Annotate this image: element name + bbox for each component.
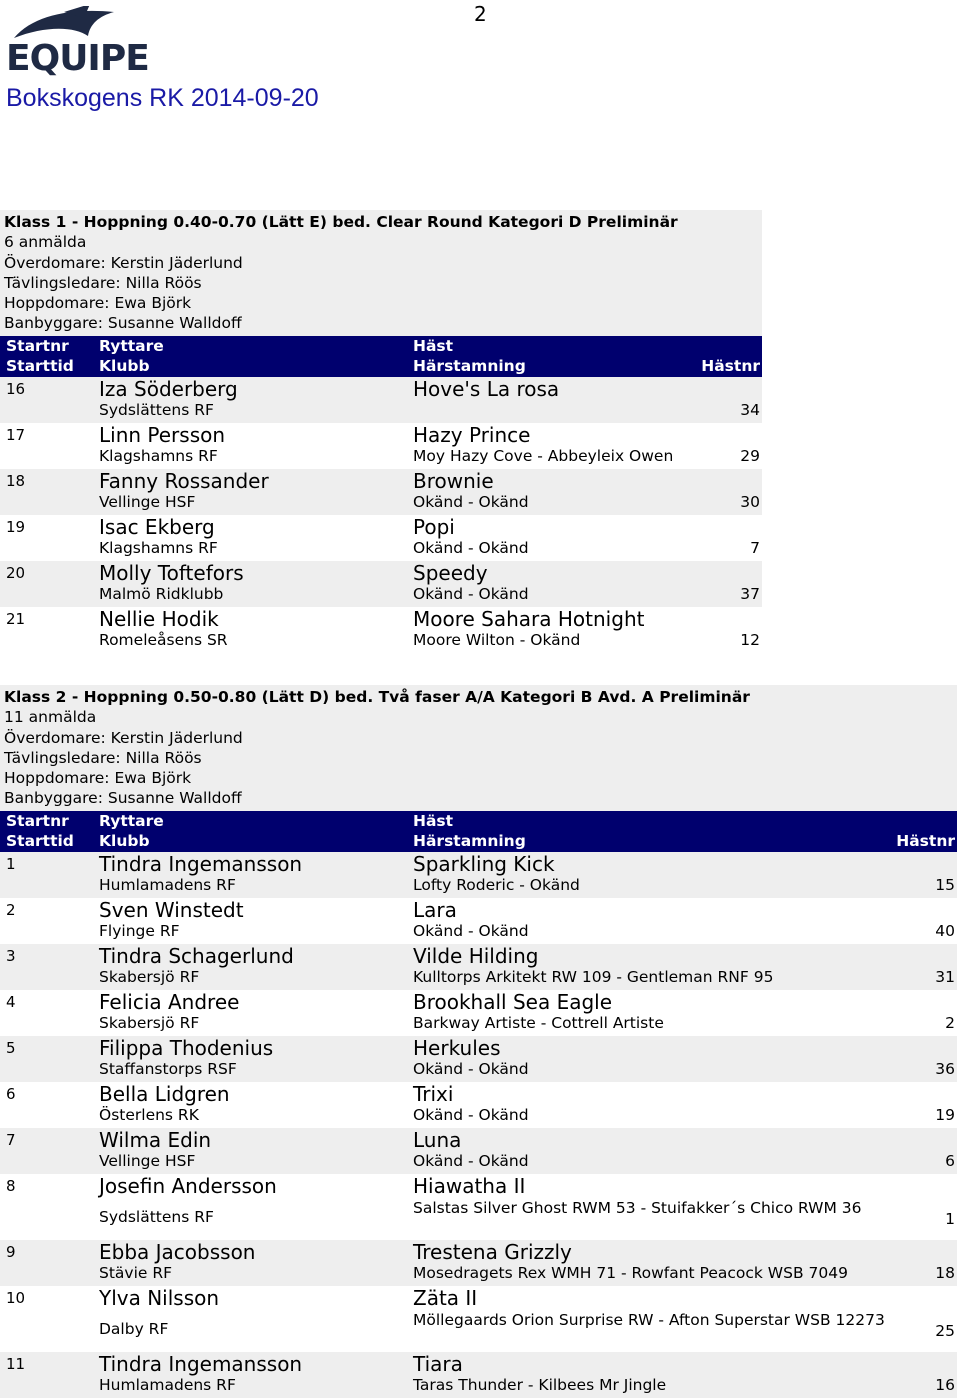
class-title: Klass 2 - Hoppning 0.50-0.80 (Lätt D) bed. Två faser A/A Kategori B Avd. A Preliminär — [4, 688, 750, 706]
col-starttid: Starttid — [6, 831, 74, 850]
start-number: 8 — [6, 1176, 16, 1195]
class-header — [0, 685, 957, 811]
page-number: 2 — [474, 2, 487, 26]
entry-row — [0, 423, 762, 469]
horse-breeding: Okänd - Okänd — [413, 584, 529, 603]
col-klubb: Klubb — [99, 356, 150, 375]
club-name: Klagshamns RF — [99, 538, 218, 557]
start-number: 1 — [6, 854, 16, 873]
club-name: Romeleåsens SR — [99, 630, 228, 649]
horse-name: Vilde Hilding — [413, 943, 539, 968]
rider-name: Ebba Jacobsson — [99, 1239, 256, 1264]
start-number: 9 — [6, 1242, 16, 1261]
start-number: 2 — [6, 900, 16, 919]
rider-name: Linn Persson — [99, 422, 226, 447]
class-section — [0, 210, 762, 653]
rider-name: Iza Söderberg — [99, 376, 238, 401]
banbyggare: Banbyggare: Susanne Walldoff — [4, 789, 242, 808]
col-hastnr: Hästnr — [896, 831, 955, 850]
club-name: Humlamadens RF — [99, 1375, 236, 1394]
horse-breeding: Okänd - Okänd — [413, 1059, 529, 1078]
horse-number: 29 — [740, 446, 760, 465]
horse-name: Trestena Grizzly — [413, 1239, 572, 1264]
horse-number: 12 — [740, 630, 760, 649]
entries-count: 6 anmälda — [4, 233, 87, 252]
horse-breeding: Taras Thunder - Kilbees Mr Jingle — [413, 1375, 667, 1394]
entry-row — [0, 1174, 957, 1240]
horse-breeding: Mosedragets Rex WMH 71 - Rowfant Peacock WSB 7049 — [413, 1263, 848, 1282]
start-number: 10 — [6, 1288, 26, 1307]
club-name: Österlens RK — [99, 1105, 199, 1124]
horse-number: 7 — [750, 538, 760, 557]
horse-name: Brownie — [413, 468, 494, 493]
entry-row — [0, 1286, 957, 1352]
banbyggare: Banbyggare: Susanne Walldoff — [4, 314, 242, 333]
rider-name: Sven Winstedt — [99, 897, 244, 922]
horse-number: 15 — [935, 875, 955, 894]
logo-text: EQUIPE — [6, 38, 149, 76]
rider-name: Tindra Ingemansson — [99, 851, 303, 876]
club-name: Dalby RF — [99, 1319, 169, 1338]
entries-list — [0, 377, 762, 653]
col-starttid: Starttid — [6, 356, 74, 375]
horse-number: 18 — [935, 1263, 955, 1282]
horse-breeding: Salstas Silver Ghost RWM 53 - Stuifakker´s Chico RWM 36 — [413, 1198, 862, 1217]
horse-breeding: Okänd - Okänd — [413, 921, 529, 940]
horse-number: 1 — [945, 1209, 955, 1228]
col-hast: Häst — [413, 811, 454, 830]
start-number: 11 — [6, 1354, 26, 1373]
horse-name: Tiara — [413, 1351, 463, 1376]
entry-row — [0, 898, 957, 944]
start-number: 19 — [6, 517, 26, 536]
start-number: 7 — [6, 1130, 16, 1149]
entry-row — [0, 1128, 957, 1174]
horse-name: Brookhall Sea Eagle — [413, 989, 613, 1014]
horse-name: Popi — [413, 514, 455, 539]
column-header — [0, 336, 762, 377]
horse-number: 31 — [935, 967, 955, 986]
horse-number: 34 — [740, 400, 760, 419]
rider-name: Tindra Ingemansson — [99, 1351, 303, 1376]
club-name: Vellinge HSF — [99, 1151, 196, 1170]
start-number: 20 — [6, 563, 26, 582]
horse-name: Zäta II — [413, 1285, 478, 1310]
col-ryttare: Ryttare — [99, 336, 164, 355]
horse-breeding: Barkway Artiste - Cottrell Artiste — [413, 1013, 664, 1032]
rider-name: Felicia Andree — [99, 989, 240, 1014]
col-harstamning: Härstamning — [413, 356, 526, 375]
horse-number: 30 — [740, 492, 760, 511]
horse-name: Luna — [413, 1127, 462, 1152]
horse-number: 25 — [935, 1321, 955, 1340]
horse-name: Lara — [413, 897, 457, 922]
col-hast: Häst — [413, 336, 454, 355]
rider-name: Tindra Schagerlund — [99, 943, 294, 968]
overdomare: Överdomare: Kerstin Jäderlund — [4, 728, 243, 747]
entries-count: 11 anmälda — [4, 708, 97, 727]
horse-breeding: Lofty Roderic - Okänd — [413, 875, 580, 894]
start-number: 6 — [6, 1084, 16, 1103]
class-header — [0, 210, 762, 336]
entry-row — [0, 944, 957, 990]
overdomare: Överdomare: Kerstin Jäderlund — [4, 253, 243, 272]
entry-row — [0, 990, 957, 1036]
rider-name: Josefin Andersson — [99, 1173, 277, 1198]
col-klubb: Klubb — [99, 831, 150, 850]
horse-name: Speedy — [413, 560, 488, 585]
rider-name: Filippa Thodenius — [99, 1035, 274, 1060]
horse-breeding: Okänd - Okänd — [413, 1151, 529, 1170]
tavlingsledare: Tävlingsledare: Nilla Röös — [4, 273, 202, 292]
entry-row — [0, 1036, 957, 1082]
horse-breeding: Okänd - Okänd — [413, 538, 529, 557]
start-number: 17 — [6, 425, 26, 444]
start-number: 4 — [6, 992, 16, 1011]
horse-breeding: Kulltorps Arkitekt RW 109 - Gentleman RNF 95 — [413, 967, 774, 986]
start-number: 18 — [6, 471, 26, 490]
horse-number: 37 — [740, 584, 760, 603]
club-name: Malmö Ridklubb — [99, 584, 224, 603]
club-name: Skabersjö RF — [99, 1013, 200, 1032]
rider-name: Wilma Edin — [99, 1127, 212, 1152]
horse-name: Hove's La rosa — [413, 376, 560, 401]
rider-name: Ylva Nilsson — [99, 1285, 220, 1310]
hoppdomare: Hoppdomare: Ewa Björk — [4, 294, 192, 313]
club-name: Vellinge HSF — [99, 492, 196, 511]
club-name: Skabersjö RF — [99, 967, 200, 986]
rider-name: Molly Toftefors — [99, 560, 244, 585]
horse-number: 36 — [935, 1059, 955, 1078]
col-hastnr: Hästnr — [701, 356, 760, 375]
horse-breeding: Okänd - Okänd — [413, 1105, 529, 1124]
club-name: Flyinge RF — [99, 921, 180, 940]
club-name: Klagshamns RF — [99, 446, 218, 465]
entry-row — [0, 561, 762, 607]
entry-row — [0, 515, 762, 561]
equipe-logo — [4, 6, 160, 76]
horse-name: Herkules — [413, 1035, 501, 1060]
start-number: 21 — [6, 609, 26, 628]
entry-row — [0, 1352, 957, 1398]
horse-number: 16 — [935, 1375, 955, 1394]
start-number: 3 — [6, 946, 16, 965]
start-number: 5 — [6, 1038, 16, 1057]
horse-breeding: Moore Wilton - Okänd — [413, 630, 581, 649]
class-section — [0, 685, 957, 1398]
column-header — [0, 811, 957, 852]
horse-name: Trixi — [413, 1081, 454, 1106]
entry-row — [0, 607, 762, 653]
rider-name: Bella Lidgren — [99, 1081, 230, 1106]
horse-breeding: Okänd - Okänd — [413, 492, 529, 511]
entry-row — [0, 852, 957, 898]
col-startnr: Startnr — [6, 336, 69, 355]
club-name: Humlamadens RF — [99, 875, 236, 894]
rider-name: Nellie Hodik — [99, 606, 219, 631]
hoppdomare: Hoppdomare: Ewa Björk — [4, 769, 192, 788]
col-startnr: Startnr — [6, 811, 69, 830]
tavlingsledare: Tävlingsledare: Nilla Röös — [4, 748, 202, 767]
horse-number: 40 — [935, 921, 955, 940]
horse-number: 6 — [945, 1151, 955, 1170]
horse-name: Moore Sahara Hotnight — [413, 606, 645, 631]
horse-breeding: Moy Hazy Cove - Abbeyleix Owen — [413, 446, 674, 465]
club-name: Sydslättens RF — [99, 1207, 214, 1226]
col-ryttare: Ryttare — [99, 811, 164, 830]
rider-name: Isac Ekberg — [99, 514, 215, 539]
class-title: Klass 1 - Hoppning 0.40-0.70 (Lätt E) bed. Clear Round Kategori D Preliminär — [4, 213, 678, 231]
entry-row — [0, 469, 762, 515]
entries-list — [0, 852, 957, 1398]
club-name: Sydslättens RF — [99, 400, 214, 419]
horse-name: Hiawatha II — [413, 1173, 526, 1198]
horse-number: 19 — [935, 1105, 955, 1124]
horse-number: 2 — [945, 1013, 955, 1032]
horse-name: Hazy Prince — [413, 422, 531, 447]
entry-row — [0, 377, 762, 423]
horse-name: Sparkling Kick — [413, 851, 555, 876]
entry-row — [0, 1240, 957, 1286]
club-name: Stävie RF — [99, 1263, 173, 1282]
rider-name: Fanny Rossander — [99, 468, 269, 493]
event-title: Bokskogens RK 2014-09-20 — [6, 84, 319, 112]
entry-row — [0, 1082, 957, 1128]
col-harstamning: Härstamning — [413, 831, 526, 850]
start-number: 16 — [6, 379, 26, 398]
horse-breeding: Möllegaards Orion Surprise RW - Afton Superstar WSB 12273 — [413, 1310, 885, 1329]
club-name: Staffanstorps RSF — [99, 1059, 237, 1078]
